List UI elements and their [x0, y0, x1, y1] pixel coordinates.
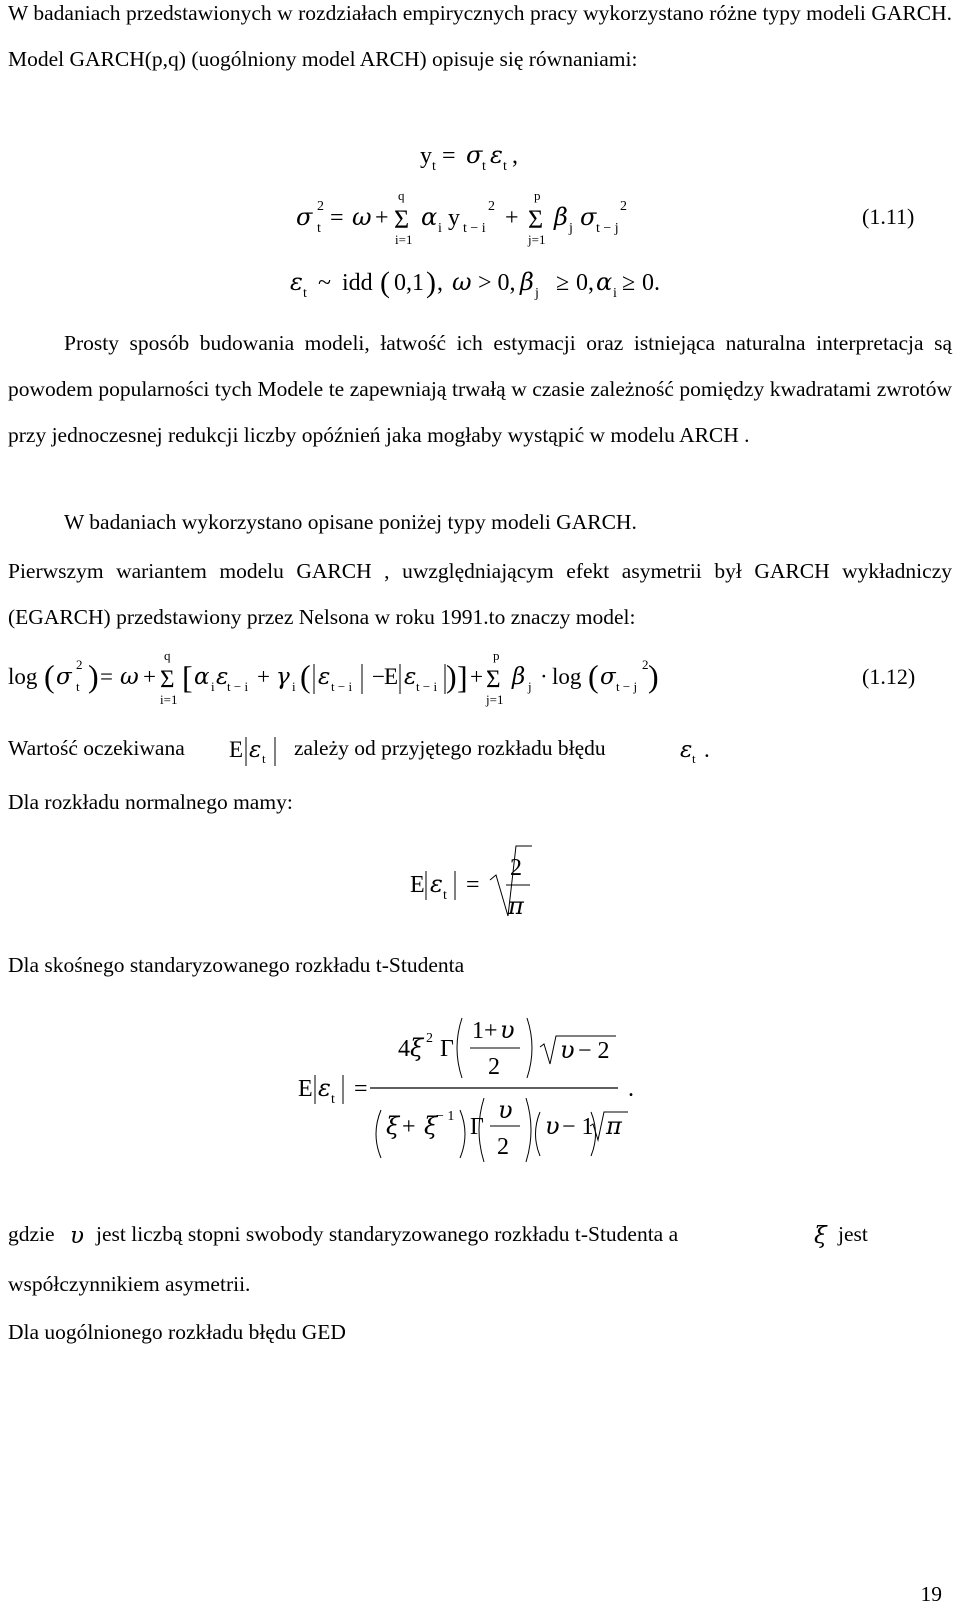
- svg-text:2: 2: [642, 657, 649, 672]
- svg-text:ε: ε: [249, 737, 262, 763]
- svg-text:Σ: Σ: [160, 666, 175, 693]
- svg-text:,: ,: [437, 270, 443, 296]
- svg-text:ε: ε: [404, 664, 417, 690]
- svg-text:i=1: i=1: [160, 692, 178, 707]
- svg-text:ε: ε: [430, 870, 443, 898]
- equation-skewed-t-expectation: [298, 1016, 634, 1162]
- svg-text:Σ: Σ: [528, 205, 544, 234]
- svg-text:β: β: [512, 664, 526, 690]
- svg-text:0,: 0,: [576, 270, 594, 296]
- svg-text:2: 2: [317, 199, 324, 214]
- svg-text:ω: ω: [352, 203, 372, 231]
- svg-text:β: β: [520, 268, 534, 296]
- svg-text:t − i: t − i: [416, 679, 438, 694]
- svg-text:+: +: [257, 664, 270, 689]
- svg-text:σ: σ: [466, 141, 483, 169]
- svg-text:E: E: [410, 872, 425, 898]
- svg-text:t: t: [692, 751, 696, 766]
- svg-text:σ: σ: [296, 203, 313, 231]
- svg-text:− 2: − 2: [578, 1038, 610, 1064]
- svg-text:,: ,: [512, 143, 518, 169]
- svg-text:i=1: i=1: [395, 232, 413, 247]
- equation-number-1-12: (1.12): [862, 664, 916, 689]
- page-number: 19: [920, 1582, 942, 1606]
- svg-text:2: 2: [510, 855, 522, 881]
- text-gdzie-1: gdzie: [8, 1222, 55, 1246]
- svg-text:2: 2: [620, 199, 627, 214]
- equation-yt: [420, 141, 518, 174]
- svg-text:j: j: [569, 221, 573, 236]
- svg-text:i: i: [613, 286, 617, 301]
- svg-text:t: t: [76, 679, 80, 694]
- svg-text:(: (: [300, 658, 311, 694]
- svg-text:=: =: [442, 143, 456, 169]
- equation-egarch: [8, 648, 659, 707]
- paragraph-prosty: Prosty sposób budowania modeli, łatwość ich estymacji oraz istniejąca naturalna interpretacja są powodem popularności tych Modele te zapewniają trwałą w czasie zależność pomiędzy kwadratami zwrotów przy jednoczesnej redukcji liczby opóźnień jaka mogłaby wystąpić w modelu ARCH .: [8, 331, 952, 447]
- inline-eps-t: [680, 737, 710, 766]
- svg-text:σ: σ: [580, 203, 597, 231]
- paragraph-intro: W badaniach przedstawionych w rozdziałach empirycznych pracy wykorzystano różne typy modeli GARCH. Model GARCH(p,q) (uogólniony model ARCH) opisuje się równaniami:: [8, 1, 952, 71]
- svg-text:q: q: [398, 188, 405, 203]
- svg-text:Σ: Σ: [486, 666, 501, 693]
- svg-text:υ: υ: [498, 1096, 513, 1124]
- svg-text:t: t: [262, 751, 266, 766]
- svg-text:=: =: [330, 205, 344, 231]
- svg-text:ω: ω: [452, 268, 472, 296]
- svg-text:+: +: [375, 205, 389, 231]
- svg-text:ξ: ξ: [424, 1112, 438, 1140]
- svg-text:t − j: t − j: [596, 221, 619, 236]
- svg-text:E: E: [384, 664, 399, 689]
- svg-text:Γ: Γ: [470, 1114, 484, 1140]
- text-wspolczynnik: współczynnikiem asymetrii.: [8, 1272, 251, 1296]
- svg-text:E: E: [298, 1076, 313, 1102]
- svg-text:t: t: [317, 221, 321, 236]
- svg-text:> 0,: > 0,: [478, 270, 516, 296]
- svg-text:π: π: [508, 892, 524, 920]
- svg-text:y: y: [420, 143, 432, 169]
- svg-text:t: t: [503, 159, 507, 174]
- svg-text:+: +: [402, 1114, 416, 1140]
- svg-text:Σ: Σ: [394, 205, 410, 234]
- svg-text:i: i: [438, 221, 442, 236]
- paragraph-pierwszym: Pierwszym wariantem modelu GARCH , uwzględniającym efekt asymetrii był GARCH wykładniczy (EGARCH) przedstawiony przez Nelsona w roku 1991.to znaczy model:: [8, 559, 952, 629]
- text-gdzie-3: jest: [838, 1222, 868, 1246]
- svg-text:log: log: [8, 664, 38, 689]
- svg-text:j=1: j=1: [528, 232, 546, 247]
- svg-text:υ: υ: [560, 1036, 575, 1064]
- svg-text:ε: ε: [318, 664, 331, 690]
- svg-text:=: =: [100, 664, 113, 689]
- inline-upsilon: υ: [70, 1223, 84, 1249]
- svg-text:i: i: [211, 679, 215, 694]
- text-wartosc-before: Wartość oczekiwana: [8, 736, 185, 760]
- svg-text:≥: ≥: [622, 270, 636, 296]
- svg-text:ε: ε: [318, 1074, 331, 1102]
- svg-text:.: .: [628, 1076, 634, 1102]
- svg-text:π: π: [606, 1112, 622, 1140]
- svg-text:+: +: [505, 205, 519, 231]
- text-dla-ogolnego: Dla uogólnionego rozkładu błędu GED: [8, 1320, 346, 1344]
- svg-text:t − i: t − i: [331, 679, 353, 694]
- svg-text:Γ: Γ: [440, 1036, 454, 1062]
- svg-text:p: p: [534, 188, 541, 203]
- svg-text:=: =: [354, 1076, 368, 1102]
- svg-text:): ): [88, 658, 99, 694]
- svg-text:≥: ≥: [556, 270, 570, 296]
- svg-text:(: (: [588, 658, 599, 694]
- equation-distribution: [290, 266, 660, 301]
- svg-text:σ: σ: [600, 664, 616, 690]
- svg-text:i: i: [292, 679, 296, 694]
- svg-text:·: ·: [540, 664, 548, 689]
- svg-text:σ: σ: [56, 664, 72, 690]
- svg-text:t − i: t − i: [463, 221, 486, 236]
- svg-text:~: ~: [318, 270, 331, 296]
- svg-text:− 1: − 1: [562, 1114, 594, 1140]
- svg-text:t: t: [443, 888, 447, 903]
- svg-text:1+: 1+: [472, 1018, 498, 1044]
- svg-text:0.: 0.: [642, 270, 660, 296]
- svg-text:E: E: [229, 737, 244, 762]
- svg-text:t: t: [331, 1092, 335, 1107]
- svg-text:2: 2: [488, 199, 495, 214]
- svg-text:(: (: [380, 266, 390, 299]
- svg-text:t: t: [303, 286, 307, 301]
- svg-text:+: +: [470, 664, 483, 689]
- svg-text:t: t: [432, 159, 436, 174]
- svg-text:2: 2: [76, 657, 83, 672]
- text-dla-normal: Dla rozkładu normalnego mamy:: [8, 790, 293, 814]
- svg-text:j: j: [528, 679, 532, 694]
- svg-text:q: q: [164, 648, 171, 663]
- svg-text:]: ]: [457, 659, 468, 695]
- svg-text:(: (: [44, 658, 55, 694]
- svg-text:ξ: ξ: [410, 1034, 424, 1062]
- svg-text:j=1: j=1: [486, 692, 504, 707]
- equation-number-1-11: (1.11): [862, 204, 915, 229]
- svg-text:t − j: t − j: [616, 679, 638, 694]
- text-gdzie-2: jest liczbą stopni swobody standaryzowanego rozkładu t-Studenta a: [96, 1222, 679, 1246]
- svg-text:α: α: [596, 268, 613, 296]
- svg-text:): ): [648, 658, 659, 694]
- svg-text:β: β: [554, 203, 568, 231]
- svg-text:α: α: [194, 664, 210, 690]
- paragraph-badaniach: W badaniach wykorzystano opisane poniżej typy modeli GARCH.: [64, 510, 637, 534]
- svg-text:ε: ε: [290, 268, 303, 296]
- svg-text:+: +: [143, 664, 156, 689]
- svg-text:ξ: ξ: [386, 1112, 400, 1140]
- svg-text:): ): [446, 658, 457, 694]
- svg-text:υ: υ: [500, 1016, 515, 1044]
- svg-text:υ: υ: [545, 1112, 560, 1140]
- svg-text:.: .: [704, 737, 710, 762]
- inline-xi: ξ: [814, 1223, 827, 1249]
- svg-text:−: −: [372, 664, 385, 689]
- svg-text:ε: ε: [216, 664, 229, 690]
- svg-text:p: p: [493, 648, 500, 663]
- svg-text:α: α: [421, 203, 438, 231]
- svg-text:ω: ω: [120, 664, 139, 690]
- equation-garch-variance: [296, 188, 627, 247]
- svg-text:=: =: [466, 872, 480, 898]
- svg-text:): ): [426, 266, 436, 299]
- svg-text:2: 2: [488, 1054, 500, 1080]
- svg-text:2: 2: [497, 1134, 509, 1160]
- inline-expected-abs-eps: [229, 737, 275, 766]
- text-dla-skosnego: Dla skośnego standaryzowanego rozkładu t-Studenta: [8, 953, 465, 977]
- svg-text:γ: γ: [276, 664, 290, 690]
- svg-text:[: [: [182, 659, 193, 695]
- svg-text:− 1: − 1: [436, 1109, 455, 1124]
- svg-text:t: t: [482, 159, 486, 174]
- svg-text:ε: ε: [680, 737, 693, 763]
- svg-text:2: 2: [426, 1031, 433, 1046]
- svg-text:4: 4: [398, 1036, 410, 1062]
- svg-text:0,1: 0,1: [394, 270, 424, 296]
- svg-text:t − i: t − i: [227, 679, 249, 694]
- svg-text:idd: idd: [342, 270, 373, 296]
- svg-text:j: j: [535, 286, 539, 301]
- svg-text:log: log: [552, 664, 582, 689]
- svg-text:y: y: [448, 205, 460, 231]
- text-wartosc-after: zależy od przyjętego rozkładu błędu: [294, 736, 606, 760]
- svg-text:ε: ε: [490, 141, 503, 169]
- equation-normal-expectation: [410, 846, 532, 920]
